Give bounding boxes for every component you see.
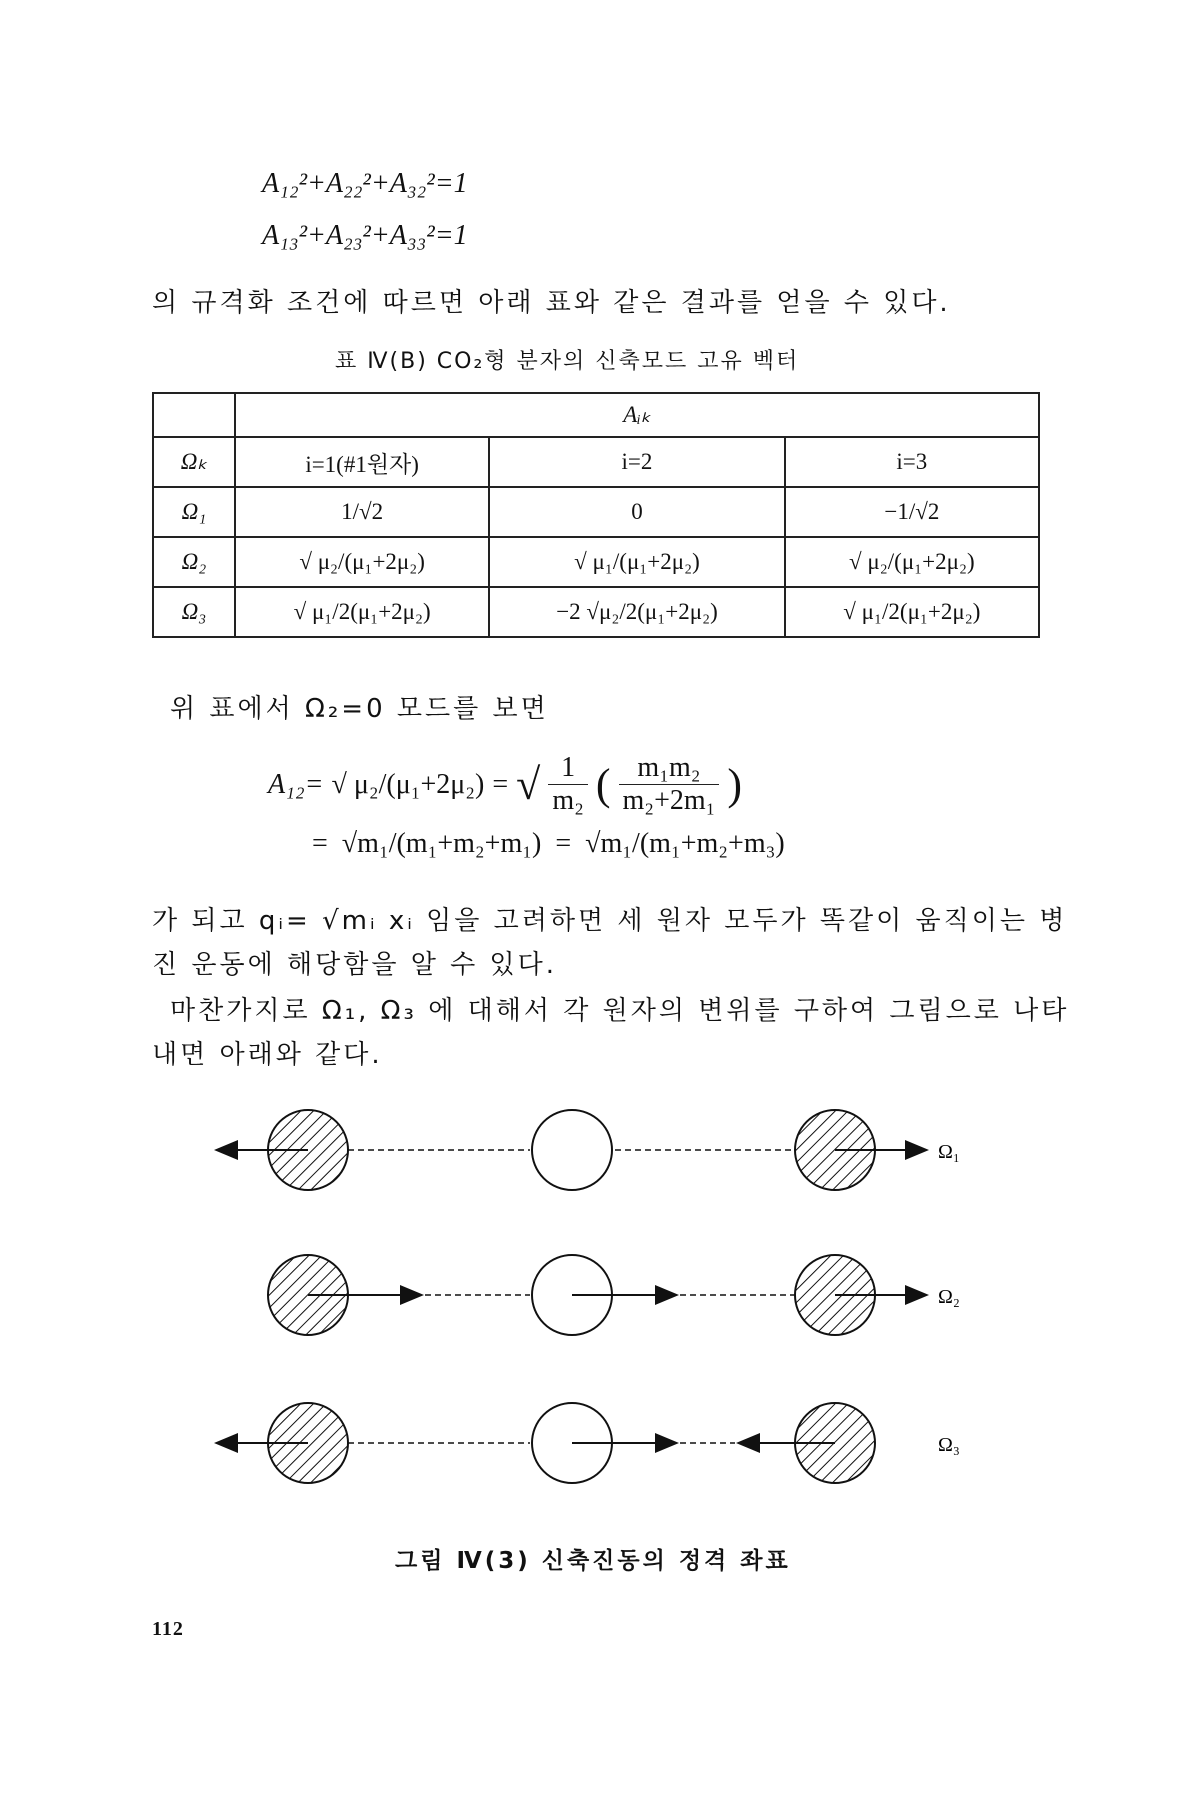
table-header-row [153,393,1039,437]
atom-2-open [532,1110,612,1190]
open-paren: ( [595,760,611,809]
table-column-header: i=2 [489,437,784,487]
close-paren: ) [727,760,743,809]
table-row [153,487,1039,537]
table-group-header: Aᵢₖ [235,393,1039,437]
mode-row-2 [268,1255,960,1335]
table-column-header: i=1(#1원자) [235,437,489,487]
table-row-label: Ω₁ [153,487,235,537]
table-cell: √ μ₂/(μ₁+2μ₂) [785,537,1039,587]
mode-text: 위 표에서 Ω₂=0 모드를 보면 [170,694,549,724]
intro-text: 의 규격화 조건에 따르면 아래 표와 같은 결과를 얻을 수 있다. [152,288,951,318]
page-number: 112 [152,1618,184,1640]
equation-line-1: A₁₂²+A₂₂²+A₃₂²=1 [262,168,468,199]
inner-fraction-denominator: m₂+2m₁ [622,785,716,816]
table-cell: −2 √μ₂/2(μ₁+2μ₂) [489,587,784,637]
derivation-line-2 [312,828,785,860]
table-cell: 0 [489,487,784,537]
mode-label: Ω₃ [938,1434,960,1456]
derivation-step1: √ μ₂/(μ₁+2μ₂) [331,768,485,800]
table-cell: √ μ₁/(μ₁+2μ₂) [489,537,784,587]
normal-mode-figure [0,1080,1200,1520]
mode-label: Ω₁ [938,1141,960,1163]
table-row-header: Ωₖ [153,437,235,487]
table-cell: √ μ₁/2(μ₁+2μ₂) [235,587,489,637]
mode-row-1 [218,1110,960,1190]
table-cell: 1/√2 [235,487,489,537]
inner-fraction [619,752,720,817]
table-row-label: Ω₃ [153,587,235,637]
eigenvector-table [152,392,1040,638]
paragraph-1-line-1: 가 되고 qᵢ= √mᵢ xᵢ 임을 고려하면 세 원자 모두가 똑같이 움직이는 병 [152,906,1068,936]
mode-label: Ω₂ [938,1286,960,1308]
table-column-row [153,437,1039,487]
paragraph-1-line-2: 진 운동에 해당함을 알 수 있다. [152,950,557,980]
outer-fraction [548,752,588,817]
table-cell: √ μ₂/(μ₁+2μ₂) [235,537,489,587]
derivation-lhs: A₁₂= [268,768,324,800]
table-row [153,537,1039,587]
table-corner-cell [153,393,235,437]
equation-line-2: A₁₃²+A₂₃²+A₃₃²=1 [262,220,468,251]
derivation-step2: √m₁/(m₁+m₂+m₁) [341,828,542,859]
outer-fraction-numerator: 1 [548,752,588,785]
derivation-line-1 [268,752,742,817]
table-row [153,587,1039,637]
table-cell: √ μ₁/2(μ₁+2μ₂) [785,587,1039,637]
mode-row-3 [218,1403,960,1483]
derivation-line2-eq: = [312,828,328,859]
paragraph-2-line-2: 내면 아래와 같다. [152,1040,383,1070]
figure-caption: 그림 Ⅳ(3) 신축진동의 정격 좌표 [395,1548,791,1574]
derivation-eq2: = [555,828,572,859]
outer-fraction-denominator: m₂ [552,785,584,816]
derivation-eq: = [492,768,509,800]
table-cell: −1/√2 [785,487,1039,537]
table-caption: 표 Ⅳ(B) CO₂형 분자의 신축모드 고유 벡터 [335,349,800,374]
paragraph-2-line-1: 마찬가지로 Ω₁, Ω₃ 에 대해서 각 원자의 변위를 구하여 그림으로 나타 [170,996,1070,1026]
sqrt-symbol: √ [516,760,541,809]
derivation-step3: √m₁/(m₁+m₂+m₃) [585,828,785,859]
table-column-header: i=3 [785,437,1039,487]
inner-fraction-numerator: m₁m₂ [619,752,720,785]
table-row-label: Ω₂ [153,537,235,587]
